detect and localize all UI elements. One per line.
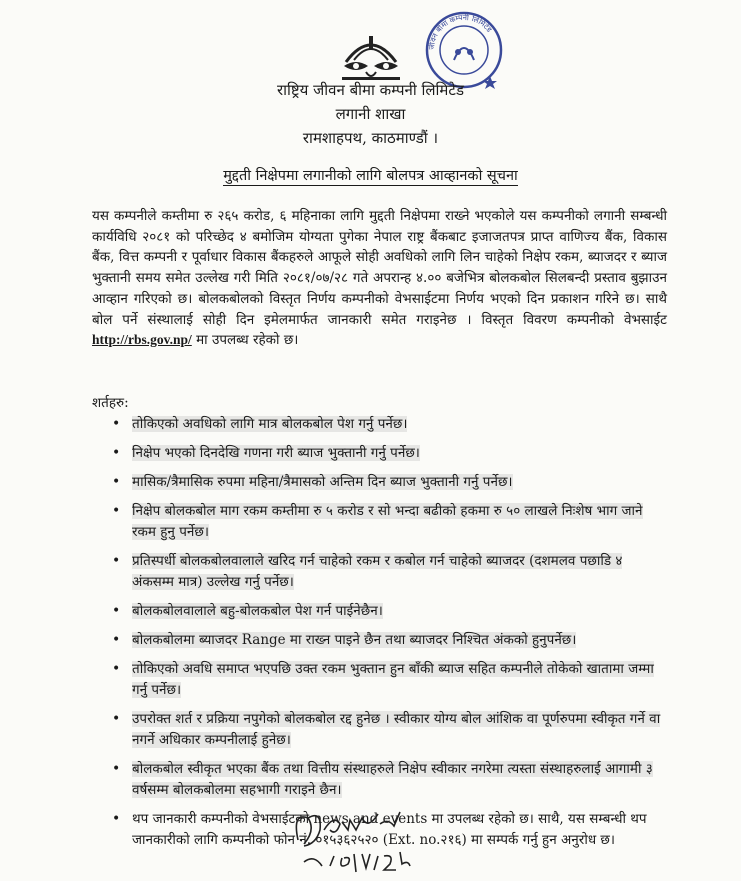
condition-text: बोलकबोलवालाले बहु-बोलकबोल पेश गर्न पाईनेछैन। (132, 603, 383, 619)
condition-item (110, 549, 670, 595)
condition-text: तोकिएको अवधिको लागि मात्र बोलकबोल पेश गर्नु पर्नेछ। (132, 416, 408, 432)
condition-text: उपरोक्त शर्त र प्रक्रिया नपुगेको बोलकबोल रद्द हुनेछ । स्वीकार योग्य बोल आंशिक वा पूर्णरुपमा स्वीकृत गर्ने वा नगर्ने अधिकार कम्पनीलाई हुनेछ। (132, 711, 661, 748)
condition-text: प्रतिस्पर्धी बोलकबोलवालाले खरिद गर्न चाहेको रकम र कबोल गर्न चाहेको ब्याजदर (दशमलव पछाडि ४ अंकसम्म मात्र) उल्लेख गर्नु पर्नेछ। (132, 553, 623, 590)
condition-text: तोकिएको अवधि समाप्त भएपछि उक्त रकम भुक्तान हुन बाँकी ब्याज सहित कम्पनीले तोकेको खातामा जम्मा गर्नु पर्नेछ। (132, 661, 654, 698)
signature-handwritten (290, 800, 430, 875)
company-name: राष्ट्रिय जीवन बीमा कम्पनी लिमिटेड (277, 81, 464, 99)
condition-text: बोलकबोलमा ब्याजदर Range मा राख्न पाइने छैन तथा ब्याजदर निश्चित अंकको हुनुपर्नेछ। (132, 632, 577, 648)
condition-item (110, 757, 670, 803)
condition-text: मासिक/त्रैमासिक रुपमा महिना/त्रैमासको अन्तिम दिन ब्याज भुक्तानी गर्नु पर्नेछ। (132, 474, 513, 490)
svg-text:जीवन बीमा कम्पनी लिमिटेड: जीवन बीमा कम्पनी लिमिटेड (426, 12, 494, 51)
conditions-heading: शर्तहरु: (92, 395, 129, 411)
letterhead (0, 0, 741, 160)
company-seal-stamp (424, 10, 504, 90)
notice-body-text: यस कम्पनीले कम्तीमा रु २६५ करोड, ६ महिनाका लागि मुद्दती निक्षेपमा राख्ने भएकोले यस कम्पनीको लगानी सम्बन्धी कार्यविधि २०८१ को परिच्छेद ४ बमोजिम योग्यता पुगेका नेपाल राष्ट्र बैंकबाट इजाजतपत्र प्राप्त वाणिज्य बैंक, विकास बैंक, वित्त कम्पनी र पूर्वाधार विकास बैंकहरुले आफूले सोही अवधिको लागि लिन चाहेको निक्षेप रकम, ब्याजदर र ब्याज भुक्तानी समय समेत उल्लेख गरी मिति २०८१/०७/२८ गते अपरान्ह ४.०० बजेभित्र बोलकबोल सिलबन्दी प्रस्ताव बुझाउन आव्हान गरिएको छ। बोलकबोलको विस्तृत निर्णय कम्पनीको वेभसाईटमा निर्णय भएको दिन प्रकाशन गरिने छ। साथै बोल पर्ने संस्थालाई सोही दिन इमेलमार्फत जानकारी समेत गराइनेछ । विस्तृत विवरण कम्पनीको वेभसाईट (92, 208, 667, 328)
company-logo-icon (338, 32, 404, 82)
branch-name: लगानी शाखा (335, 105, 406, 123)
condition-text: बोलकबोल स्वीकृत भएका बैंक तथा वित्तीय संस्थाहरुले निक्षेप स्वीकार नगरेमा त्यस्ता संस्थाहरुलाई आगामी ३ वर्षसम्म बोलकबोलमा सहभागी गराइने छैन। (132, 761, 653, 798)
condition-item (110, 628, 670, 653)
website-link[interactable]: http://rbs.gov.np/ (92, 332, 192, 348)
conditions-list (110, 412, 670, 857)
condition-text: निक्षेप बोलकबोल माग रकम कम्तीमा रु ५ करोड र सो भन्दा बढीको हकमा रु ५० लाखले निःशेष भाग जाने रकम हुनु पर्नेछ। (132, 503, 643, 540)
condition-item (110, 599, 670, 624)
condition-item (110, 412, 670, 437)
notice-body-ending: मा उपलब्ध रहेको छ। (196, 332, 299, 349)
condition-text: थप जानकारी कम्पनीको वेभसाईटको news and events मा उपलब्ध रहेको छ। साथै, यस सम्बन्धी थप जानकारीको लागि कम्पनीको फोन नं. ०१५३६२५२० (Ext. no.२१६) मा सम्पर्क गर्नु हुन अनुरोध छ। (132, 811, 647, 848)
condition-text: निक्षेप भएको दिनदेखि गणना गरी ब्याज भुक्तानी गर्नु पर्नेछ। (132, 445, 420, 461)
condition-item (110, 657, 670, 703)
notice-title (0, 165, 741, 185)
notice-title-text: मुद्दती निक्षेपमा लगानीको लागि बोलपत्र आव्हानको सूचना (223, 168, 518, 184)
condition-item (110, 441, 670, 466)
condition-item (110, 470, 670, 495)
company-address: रामशाहपथ, काठमाण्डौं । (302, 129, 439, 147)
notice-body (92, 206, 667, 351)
condition-item (110, 707, 670, 753)
condition-item (110, 499, 670, 545)
